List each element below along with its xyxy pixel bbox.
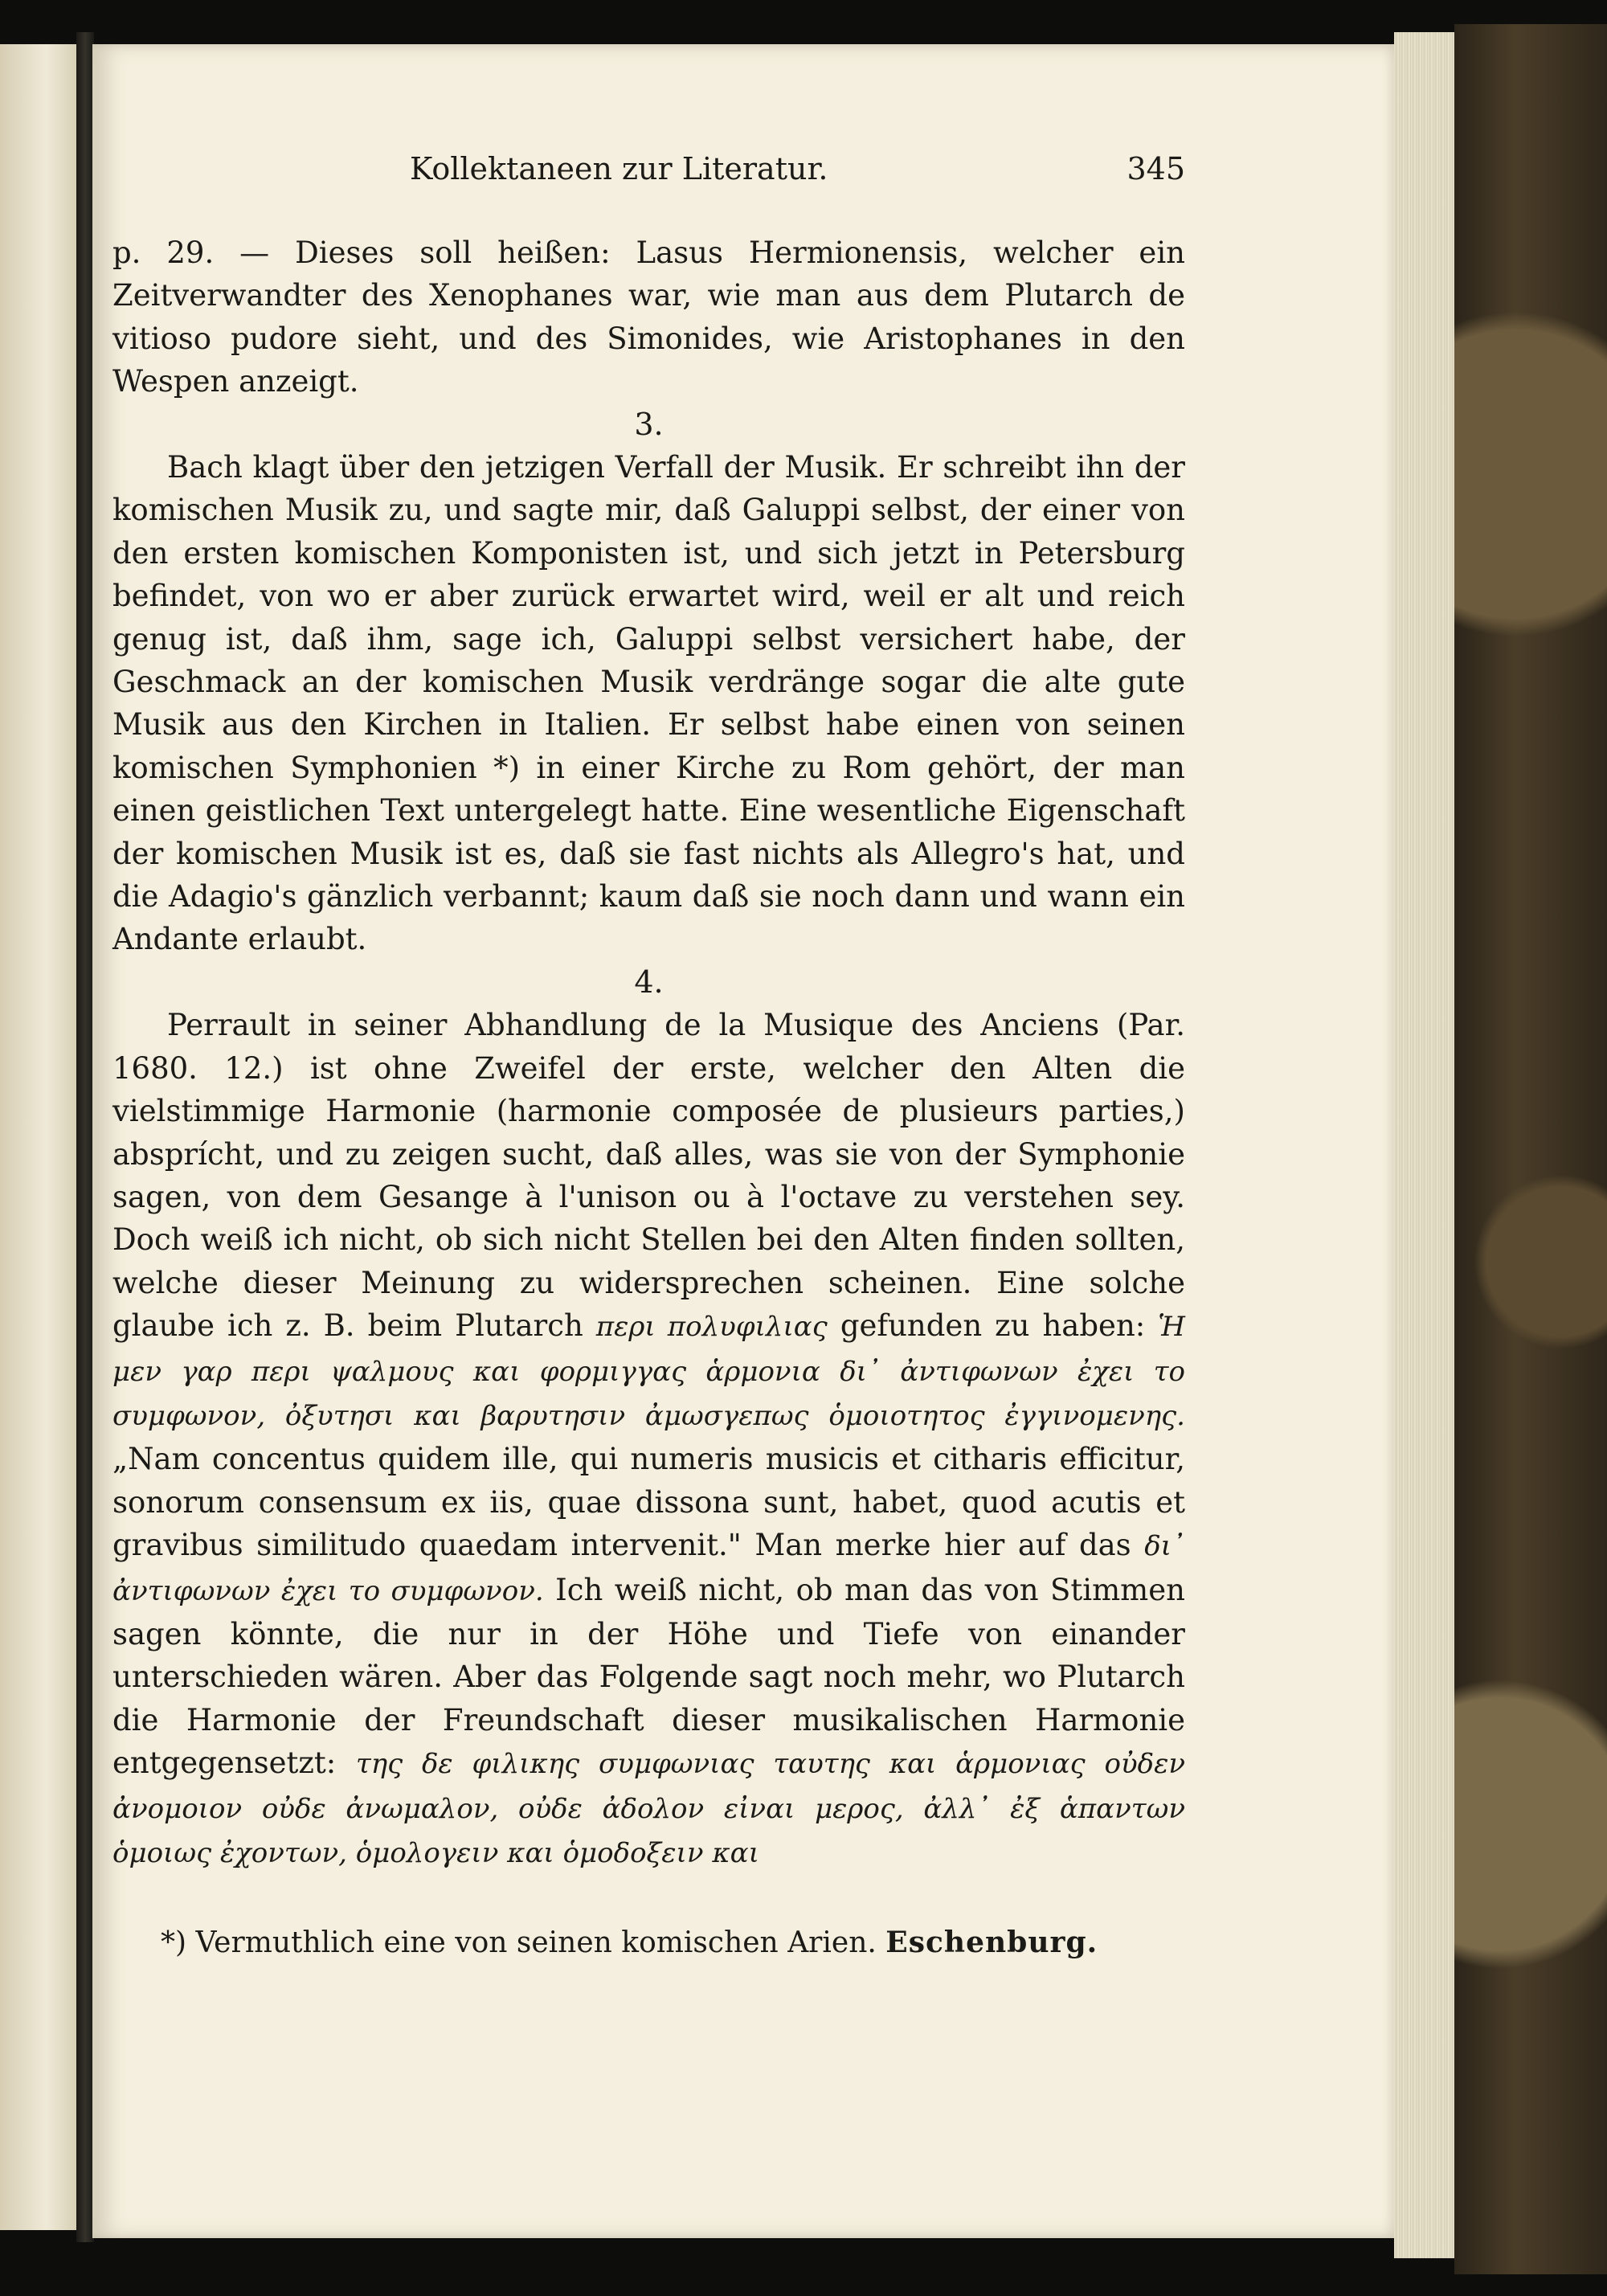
section-4-text-3: Man merke hier auf das [754, 1528, 1131, 1563]
greek-title: περι πολυφιλιας [595, 1311, 828, 1344]
greek-quote: Ἡ μεν γαρ περι ψαλμους και φορμιγγας ἁρμονια δι᾽ ἀντιφωνων ἐχει το συμφωνον, ὀξυτησι και βαρυτησιν ἀμωσγεπως ὁμοιοτητος ἐγγινομενης. [112, 1311, 1185, 1432]
running-header [410, 145, 1185, 231]
running-title: Kollektaneen zur Literatur. [410, 151, 828, 186]
section-4-text-1: Perrault in seiner Abhandlung de la Musique des Anciens (Par. 1680. 12.) ist ohne Zweifel der erste, welcher den Alten die vielstimmige Harmonie (harmonie composée de plusieurs parties,) absprícht, und zu zeigen sucht, daß alles, was sie von der Symphonie sagen, von dem Gesange à l'unison ou à l'octave zu verstehen sey. Doch weiß ich nicht, ob sich nicht Stellen bei den Alten finden sollten, welche dieser Meinung zu widersprechen scheinen. Eine solche glaube ich z. B. beim Plutarch [112, 1008, 1185, 1344]
section-4-text-4: Ich weiß nicht, ob man das von Stimmen sagen könnte, die nur in der Höhe und Tiefe von einander unterschieden wären. Aber das Folgende sagt noch mehr, wo Plutarch die Harmonie der Freundschaft dieser musikalischen Harmonie entgegensetzt: [112, 1572, 1185, 1781]
previous-page-edge [0, 44, 78, 2230]
greek-phrase: δι᾽ ἀντιφωνων ἐχει το συμφωνον. [112, 1530, 1185, 1607]
greek-passage: της δε φιλικης συμφωνιας ταυτης και ἁρμονιας οὐδεν ἀνομοιον οὐδε ἀνωμαλον, οὐδε ἀδολον εἰναι μερος, ἀλλ᾽ ἐξ ἁπαντων ὁμοιως ἐχοντων, ὁμολογειν και ὁμοδοξειν και [112, 1748, 1186, 1869]
section-4-text-2: gefunden zu haben: [840, 1308, 1146, 1344]
book-gutter [76, 32, 94, 2242]
section-4-number: 4. [634, 964, 664, 1000]
section-3-paragraph: Bach klagt über den jetzigen Verfall der Musik. Er schreibt ihn der komischen Musik zu, und sagte mir, daß Galuppi selbst, der einer von den ersten komischen Komponisten ist, und sich jetzt in Petersburg befindet, von wo er aber zurück erwartet wird, weil er alt und reich genug ist, daß ihm, sage ich, Galuppi selbst versichert habe, der Geschmack an der komischen Musik verdränge sogar die alte gute Musik aus den Kirchen in Italien. Er selbst habe einen von seinen komischen Symphonien *) in einer Kirche zu Rom gehört, der man einen geistlichen Text untergelegt hatte. Eine wesentliche Eigenschaft der komischen Musik ist es, daß sie fast nichts als Allegro's hat, und die Adagio's gänzlich verbannt; kaum daß sie noch dann und wann ein Andante erlaubt. [112, 450, 1185, 957]
page-text [112, 145, 1185, 1965]
section-3-number: 3. [634, 406, 664, 442]
section-4-paragraph [112, 1004, 1185, 1875]
latin-quote: „Nam concentus quidem ille, qui numeris musicis et citharis efficitur, sonorum consensum ex iis, quae dissona sunt, habet, quod acutis et gravibus similitudo quaedam intervenit." [112, 1442, 1185, 1563]
page-edges [1394, 32, 1456, 2258]
footnote-signature: Eschenburg. [885, 1926, 1098, 1960]
footnote-text: *) Vermuthlich eine von seinen komischen Arien. [161, 1926, 877, 1960]
intro-paragraph: p. 29. — Dieses soll heißen: Lasus Hermionensis, welcher ein Zeitverwandter des Xenophanes war, wie man aus dem Plutarch de vitioso pudore sieht, und des Simonides, wie Aristophanes in den Wespen anzeigt. [112, 235, 1185, 399]
footnote [112, 1922, 1185, 1964]
page-number: 345 [1127, 151, 1185, 186]
marbled-cover [1454, 24, 1607, 2274]
